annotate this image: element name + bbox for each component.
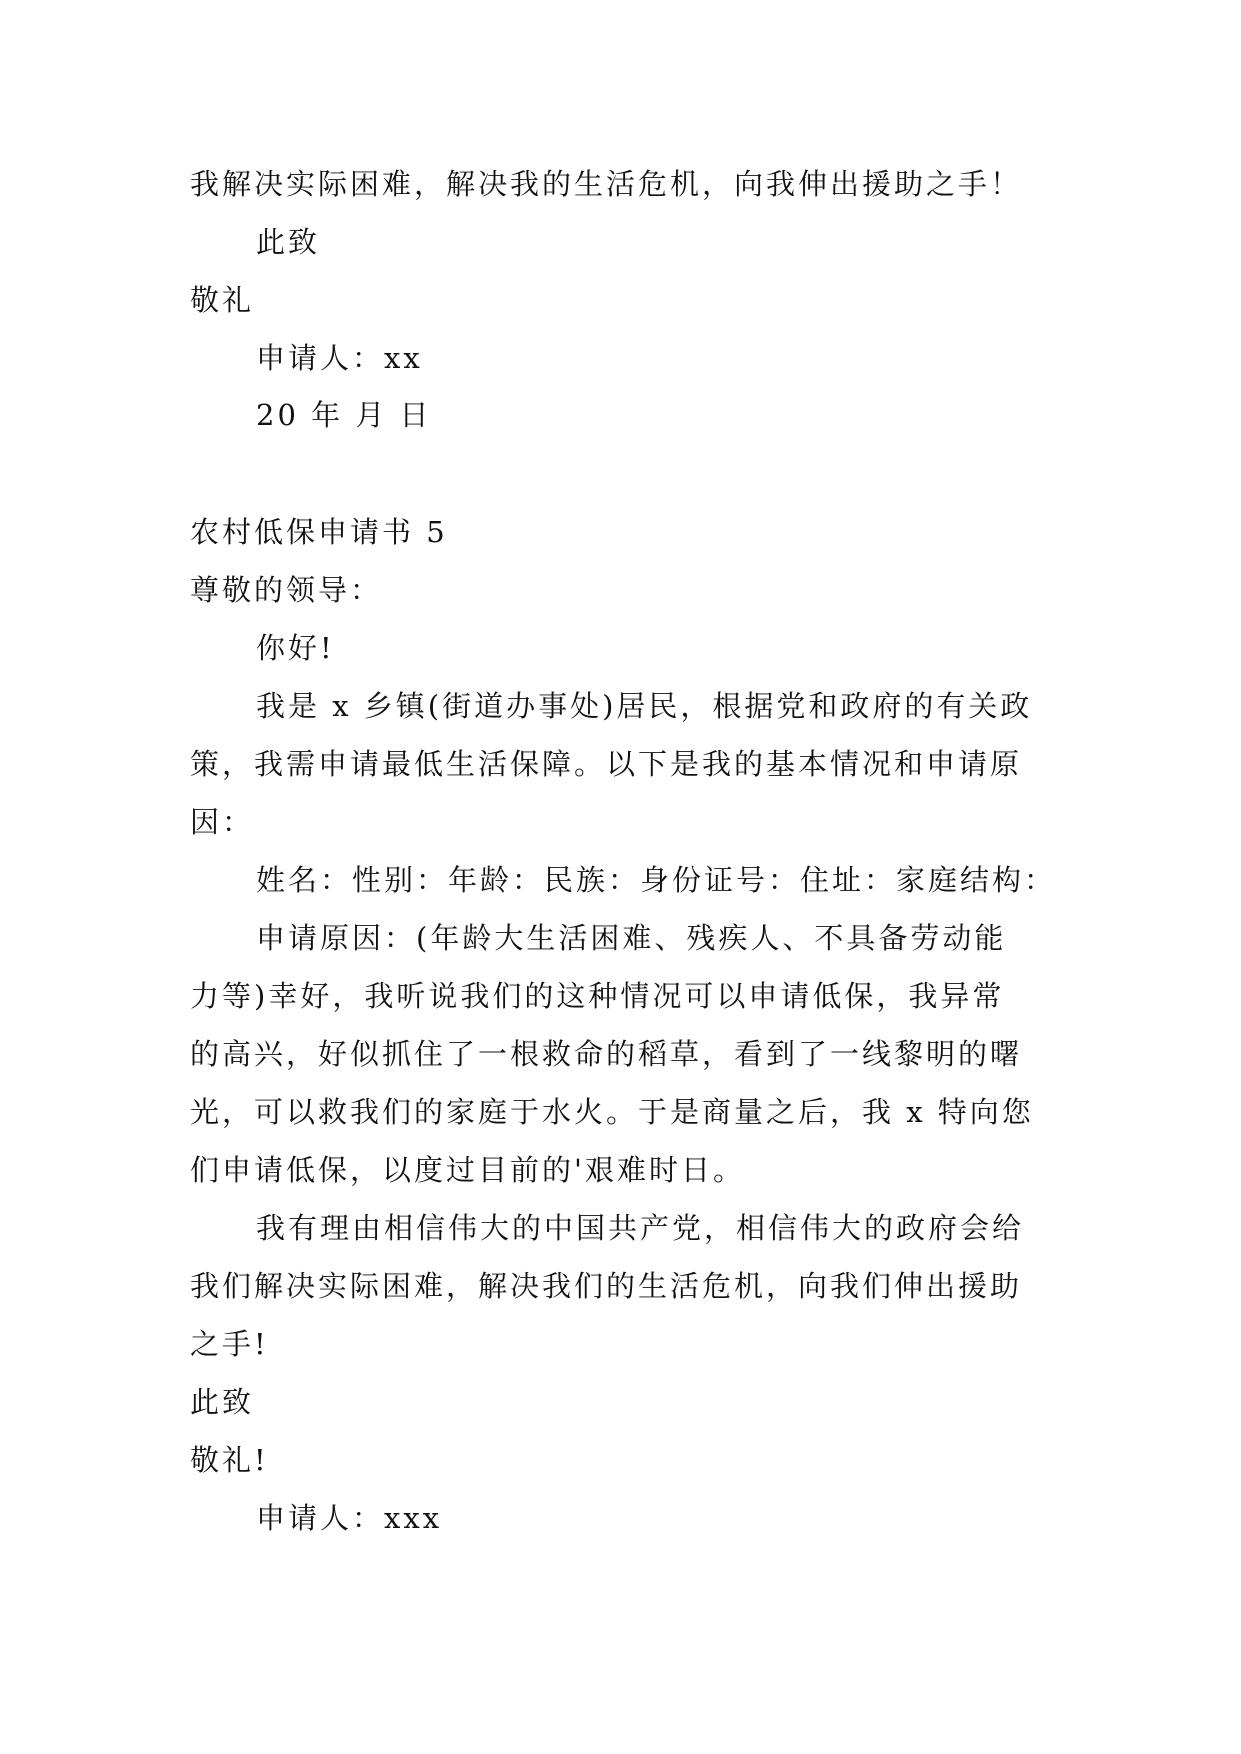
- applicant-signature: 申请人：xxx: [256, 1501, 443, 1535]
- section-title: 农村低保申请书 5: [190, 515, 448, 549]
- paragraph-line: 力等)幸好，我听说我们的这种情况可以申请低保，我异常: [190, 979, 1005, 1013]
- closing-salutation: 此致: [256, 225, 321, 259]
- greeting: 尊敬的领导：: [190, 573, 383, 607]
- paragraph-line: 光，可以救我们的家庭于水火。于是商量之后，我 x 特向您: [190, 1095, 1034, 1129]
- paragraph-line: 申请原因：(年龄大生活困难、残疾人、不具备劳动能: [256, 921, 1007, 955]
- closing-salutation: 此致: [190, 1385, 255, 1419]
- paragraph-line: 我们解决实际困难，解决我们的生活危机，向我们伸出援助: [190, 1269, 1023, 1303]
- closing-regards: 敬礼: [190, 283, 255, 317]
- applicant-signature: 申请人：xx: [256, 341, 423, 375]
- closing-regards: 敬礼!: [190, 1443, 269, 1477]
- paragraph-line: 之手!: [190, 1327, 269, 1361]
- text-line: 我解决实际困难，解决我的生活危机，向我伸出援助之手！: [190, 167, 1023, 201]
- paragraph-line: 们申请低保，以度过目前的'艰难时日。: [190, 1153, 745, 1187]
- paragraph-line: 因：: [190, 805, 255, 839]
- paragraph-line: 策，我需申请最低生活保障。以下是我的基本情况和申请原: [190, 747, 1023, 781]
- info-fields-line: 姓名：性别：年龄：民族：身份证号：住址：家庭结构：: [256, 863, 1057, 897]
- paragraph-line: 我有理由相信伟大的中国共产党，相信伟大的政府会给: [256, 1211, 1025, 1245]
- paragraph-line: 的高兴，好似抓住了一根救命的稻草，看到了一线黎明的曙: [190, 1037, 1023, 1071]
- date-line: 20 年 月 日: [256, 398, 432, 432]
- hello-line: 你好!: [256, 631, 335, 665]
- paragraph-line: 我是 x 乡镇(街道办事处)居民，根据党和政府的有关政: [256, 689, 1033, 723]
